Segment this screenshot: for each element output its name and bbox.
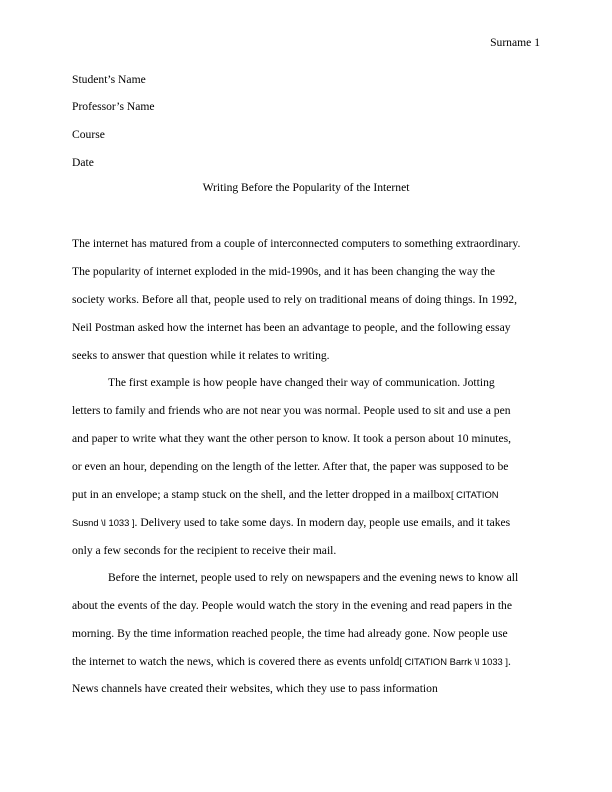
paragraph-line: The popularity of internet exploded in the mid-1990s, and it has been changing the way the — [72, 265, 496, 278]
line-text: the internet to watch the news, which is covered there as events unfold — [72, 655, 400, 668]
paragraph-line: The first example is how people have changed their way of communication. Jotting — [108, 376, 495, 389]
paragraph-line — [72, 516, 510, 530]
essay-title: Writing Before the Popularity of the Internet — [202, 181, 410, 194]
line-text: put in an envelope; a stamp stuck on the shell, and the letter dropped in a mailbox — [72, 488, 451, 501]
paragraph-line: or even an hour, depending on the length of the letter. After that, the paper was supposed to be — [72, 460, 509, 473]
paragraph-line: only a few seconds for the recipient to receive their mail. — [72, 544, 337, 557]
paragraph-line: and paper to write what they want the other person to know. It took a person about 10 minutes, — [72, 432, 512, 445]
course: Course — [72, 128, 105, 141]
paragraph-line: about the events of the day. People would watch the story in the evening and read papers in the — [72, 599, 513, 612]
paragraph-line — [72, 655, 511, 669]
paragraph-line: News channels have created their websites, which they use to pass information — [72, 682, 438, 695]
paragraph-line: Neil Postman asked how the internet has been an advantage to people, and the following essay — [72, 321, 511, 334]
paragraph-line: seeks to answer that question while it relates to writing. — [72, 349, 330, 362]
running-head: Surname 1 — [490, 36, 540, 49]
paragraph-line — [72, 488, 499, 502]
line-text: . — [507, 655, 511, 668]
paragraph-line: letters to family and friends who are not near you was normal. People used to sit and use a pen — [72, 404, 511, 417]
citation-field: [ CITATION Barrk \l 1033 ] — [399, 656, 508, 667]
paragraph-line: morning. By the time information reached people, the time had already gone. Now people use — [72, 627, 508, 640]
professor-name: Professor’s Name — [72, 100, 155, 113]
student-name: Student’s Name — [72, 73, 146, 86]
citation-field: Susnd \l 1033 ] — [72, 517, 135, 528]
paragraph-line: society works. Before all that, people used to rely on traditional means of doing things. In 1992, — [72, 293, 517, 306]
paragraph-line: The internet has matured from a couple of interconnected computers to something extraordinary. — [72, 237, 521, 250]
citation-field: [ CITATION — [450, 489, 499, 500]
date: Date — [72, 156, 94, 169]
line-text: . Delivery used to take some days. In modern day, people use emails, and it takes — [134, 516, 511, 529]
paragraph-line: Before the internet, people used to rely on newspapers and the evening news to know all — [108, 571, 519, 584]
